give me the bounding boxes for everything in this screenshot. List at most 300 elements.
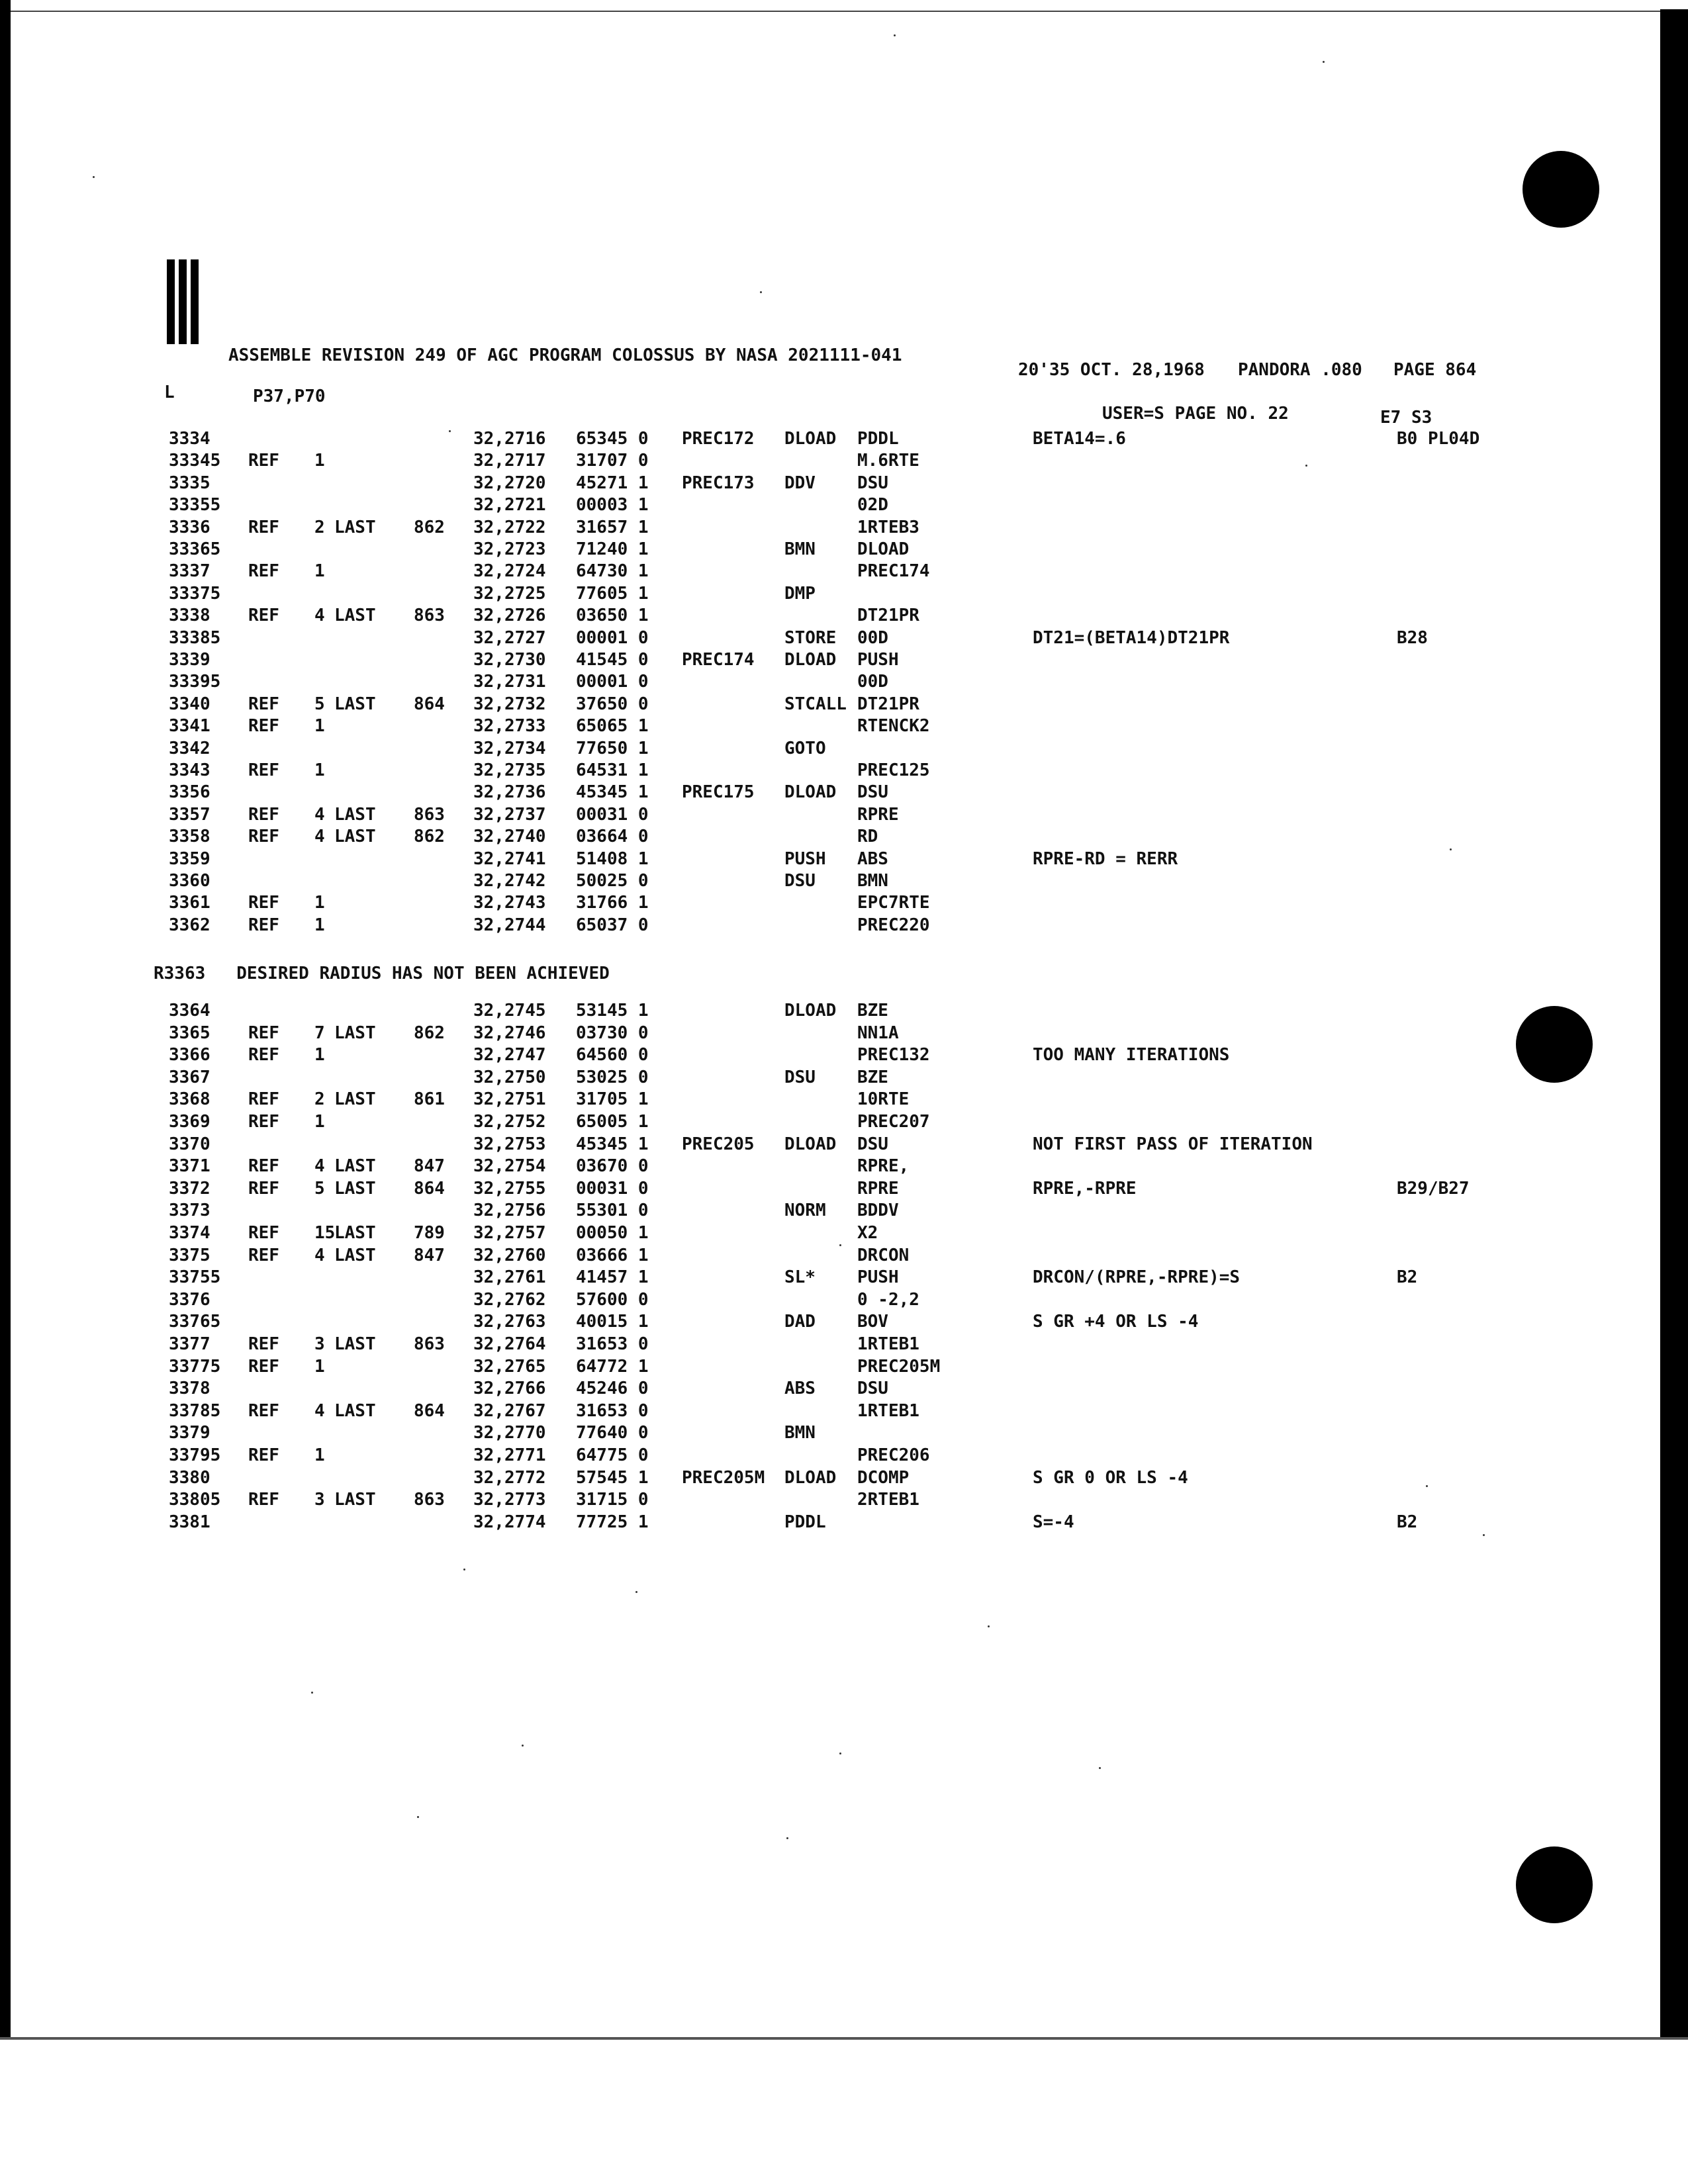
- listing-word-cell: 77650 1: [576, 738, 649, 758]
- listing-line-cell: 3376: [169, 1289, 211, 1310]
- listing-right-cell: B28: [1397, 627, 1428, 648]
- listing-addr-cell: 32,2734: [473, 738, 546, 758]
- listing-line-cell: 33755: [169, 1267, 221, 1288]
- listing-word-cell: 65037 0: [576, 915, 649, 935]
- listing-word-cell: 31657 1: [576, 517, 649, 537]
- listing-cnt-cell: 4: [314, 1245, 325, 1265]
- listing-ln-cell: 863: [414, 606, 445, 626]
- listing-cnt-cell: 1: [314, 1356, 325, 1377]
- listing-ref-cell: REF: [248, 1223, 279, 1243]
- listing-cnt-cell: 3: [314, 1334, 325, 1354]
- listing-word-cell: 57545 1: [576, 1467, 649, 1488]
- listing-addr-cell: 32,2753: [473, 1134, 546, 1154]
- listing-ln-cell: 862: [414, 1023, 445, 1043]
- listing-word-cell: 65345 0: [576, 429, 649, 449]
- listing-ln-cell: 789: [414, 1223, 445, 1243]
- listing-cnt-cell: 4: [314, 606, 325, 626]
- listing-addr-cell: 32,2732: [473, 694, 546, 714]
- listing-right-cell: B2: [1397, 1267, 1418, 1288]
- listing-line-cell: 3365: [169, 1023, 211, 1043]
- listing-op-cell: STCALL: [784, 694, 847, 714]
- listing-line-cell: 3341: [169, 716, 211, 737]
- listing-cnt-cell: 4: [314, 1156, 325, 1177]
- listing-addr-cell: 32,2737: [473, 804, 546, 825]
- listing-ref-cell: REF: [248, 893, 279, 913]
- listing-op-cell: NORM: [784, 1201, 826, 1221]
- listing-addr-cell: 32,2736: [473, 782, 546, 803]
- listing-comment-cell: BETA14=.6: [1033, 429, 1126, 449]
- listing-operand-cell: EPC7RTE: [857, 893, 930, 913]
- listing-word-cell: 03666 1: [576, 1245, 649, 1265]
- listing-line-cell: 33805: [169, 1490, 221, 1510]
- listing-cnt-cell: 2: [314, 517, 325, 537]
- listing-line-cell: 3357: [169, 804, 211, 825]
- listing-line-cell: 3335: [169, 473, 211, 493]
- listing-operand-cell: RPRE: [857, 804, 899, 825]
- listing-word-cell: 50025 0: [576, 871, 649, 891]
- listing-word-cell: 03730 0: [576, 1023, 649, 1043]
- listing-line-cell: 33385: [169, 627, 221, 648]
- listing-line-cell: 3360: [169, 871, 211, 891]
- listing-word-cell: 55301 0: [576, 1201, 649, 1221]
- listing-last-cell: LAST: [334, 606, 376, 626]
- listing-ln-cell: 862: [414, 827, 445, 847]
- listing-last-cell: LAST: [334, 1245, 376, 1265]
- listing-addr-cell: 32,2717: [473, 451, 546, 471]
- listing-operand-cell: PREC132: [857, 1045, 930, 1066]
- listing-op-cell: DAD: [784, 1312, 816, 1332]
- listing-word-cell: 64772 1: [576, 1356, 649, 1377]
- listing-addr-cell: 32,2760: [473, 1245, 546, 1265]
- scan-border-left: [0, 0, 11, 2038]
- punch-hole-top: [1523, 151, 1599, 228]
- listing-last-cell: LAST: [334, 1490, 376, 1510]
- listing-addr-cell: 32,2772: [473, 1467, 546, 1488]
- listing-line-cell: 33775: [169, 1356, 221, 1377]
- listing-cnt-cell: 1: [314, 1445, 325, 1465]
- listing-word-cell: 37650 0: [576, 694, 649, 714]
- listing-addr-cell: 32,2735: [473, 760, 546, 780]
- desired-radius-message: R3363 DESIRED RADIUS HAS NOT BEEN ACHIEVED: [154, 964, 610, 983]
- listing-addr-cell: 32,2724: [473, 561, 546, 582]
- listing-word-cell: 45246 0: [576, 1379, 649, 1399]
- listing-line-cell: 3377: [169, 1334, 211, 1354]
- listing-line-cell: 3340: [169, 694, 211, 714]
- listing-word-cell: 64560 0: [576, 1045, 649, 1066]
- listing-addr-cell: 32,2771: [473, 1445, 546, 1465]
- listing-ln-cell: 863: [414, 804, 445, 825]
- listing-word-cell: 03664 0: [576, 827, 649, 847]
- listing-line-cell: 3380: [169, 1467, 211, 1488]
- listing-line-cell: 33765: [169, 1312, 221, 1332]
- listing-addr-cell: 32,2727: [473, 627, 546, 648]
- listing-cnt-cell: 3: [314, 1490, 325, 1510]
- listing-word-cell: 03650 1: [576, 606, 649, 626]
- listing-line-cell: 33355: [169, 495, 221, 516]
- listing-last-cell: LAST: [334, 827, 376, 847]
- scan-border-bottom: [0, 2037, 1688, 2040]
- listing-cnt-cell: 1: [314, 561, 325, 582]
- listing-last-cell: LAST: [334, 694, 376, 714]
- listing-right-cell: B0 PL04D: [1397, 429, 1480, 449]
- listing-cnt-cell: 1: [314, 1112, 325, 1132]
- listing-addr-cell: 32,2747: [473, 1045, 546, 1066]
- listing-op-cell: SL*: [784, 1267, 816, 1288]
- listing-operand-cell: PREC174: [857, 561, 930, 582]
- listing-comment-cell: TOO MANY ITERATIONS: [1033, 1045, 1230, 1066]
- listing-addr-cell: 32,2774: [473, 1512, 546, 1532]
- listing-operand-cell: 00D: [857, 672, 888, 692]
- listing-word-cell: 77725 1: [576, 1512, 649, 1532]
- listing-addr-cell: 32,2754: [473, 1156, 546, 1177]
- listing-cnt-cell: 15: [314, 1223, 336, 1243]
- listing-ref-cell: REF: [248, 606, 279, 626]
- listing-operand-cell: 0 -2,2: [857, 1289, 919, 1310]
- listing-ref-cell: REF: [248, 1178, 279, 1199]
- listing-addr-cell: 32,2756: [473, 1201, 546, 1221]
- listing-addr-cell: 32,2752: [473, 1112, 546, 1132]
- listing-ref-cell: REF: [248, 1156, 279, 1177]
- listing-addr-cell: 32,2723: [473, 539, 546, 559]
- listing-date: 20'35 OCT. 28,1968: [1018, 360, 1205, 380]
- listing-cnt-cell: 1: [314, 760, 325, 780]
- listing-label-cell: PREC174: [682, 650, 755, 670]
- listing-operand-cell: RTENCK2: [857, 716, 930, 737]
- listing-ref-cell: REF: [248, 451, 279, 471]
- listing-addr-cell: 32,2764: [473, 1334, 546, 1354]
- listing-operand-cell: PREC220: [857, 915, 930, 935]
- listing-operand-cell: DSU: [857, 473, 888, 493]
- listing-comment-cell: NOT FIRST PASS OF ITERATION: [1033, 1134, 1313, 1154]
- listing-word-cell: 57600 0: [576, 1289, 649, 1310]
- listing-word-cell: 45345 1: [576, 1134, 649, 1154]
- listing-word-cell: 00003 1: [576, 495, 649, 516]
- listing-addr-cell: 32,2740: [473, 827, 546, 847]
- listing-operand-cell: NN1A: [857, 1023, 899, 1043]
- listing-operand-cell: 10RTE: [857, 1089, 910, 1110]
- listing-ln-cell: 863: [414, 1334, 445, 1354]
- listing-word-cell: 41457 1: [576, 1267, 649, 1288]
- listing-word-cell: 40015 1: [576, 1312, 649, 1332]
- listing-addr-cell: 32,2716: [473, 429, 546, 449]
- listing-word-cell: 64531 1: [576, 760, 649, 780]
- listing-addr-cell: 32,2751: [473, 1089, 546, 1110]
- listing-line-cell: 3367: [169, 1067, 211, 1087]
- listing-addr-cell: 32,2773: [473, 1490, 546, 1510]
- listing-comment-cell: DT21=(BETA14)DT21PR: [1033, 627, 1230, 648]
- listing-line-cell: 33365: [169, 539, 221, 559]
- listing-line-cell: 3378: [169, 1379, 211, 1399]
- listing-line-cell: 3370: [169, 1134, 211, 1154]
- listing-operand-cell: RD: [857, 827, 878, 847]
- listing-addr-cell: 32,2741: [473, 848, 546, 869]
- listing-word-cell: 53145 1: [576, 1001, 649, 1021]
- listing-op-cell: STORE: [784, 627, 837, 648]
- user-page-no: USER=S PAGE NO. 22: [1102, 404, 1289, 424]
- listing-ln-cell: 862: [414, 517, 445, 537]
- listing-line-cell: 3361: [169, 893, 211, 913]
- listing-op-cell: DSU: [784, 1067, 816, 1087]
- listing-line-cell: 3381: [169, 1512, 211, 1532]
- listing-addr-cell: 32,2766: [473, 1379, 546, 1399]
- listing-ref-cell: REF: [248, 1334, 279, 1354]
- listing-ref-cell: REF: [248, 1023, 279, 1043]
- listing-op-cell: BMN: [784, 1423, 816, 1443]
- listing-cnt-cell: 1: [314, 893, 325, 913]
- listing-word-cell: 31653 0: [576, 1334, 649, 1354]
- listing-line-cell: 3372: [169, 1178, 211, 1199]
- listing-line-cell: 3362: [169, 915, 211, 935]
- listing-op-cell: DLOAD: [784, 1134, 837, 1154]
- punch-hole-bottom: [1516, 1846, 1593, 1923]
- listing-line-cell: 33345: [169, 451, 221, 471]
- listing-operand-cell: DT21PR: [857, 694, 919, 714]
- l-mark: L: [164, 383, 175, 402]
- listing-ln-cell: 864: [414, 1400, 445, 1421]
- listing-last-cell: LAST: [334, 1223, 376, 1243]
- listing-op-cell: ABS: [784, 1379, 816, 1399]
- listing-ref-cell: REF: [248, 716, 279, 737]
- listing-label-cell: PREC172: [682, 429, 755, 449]
- listing-operand-cell: PDDL: [857, 429, 899, 449]
- listing-operand-cell: 00D: [857, 627, 888, 648]
- listing-op-cell: DLOAD: [784, 782, 837, 803]
- listing-label-cell: PREC175: [682, 782, 755, 803]
- listing-operand-cell: BZE: [857, 1067, 888, 1087]
- listing-word-cell: 00031 0: [576, 1178, 649, 1199]
- listing-comment-cell: RPRE,-RPRE: [1033, 1178, 1137, 1199]
- listing-line-cell: 33795: [169, 1445, 221, 1465]
- listing-operand-cell: M.6RTE: [857, 451, 919, 471]
- p-marks: P37,P70: [253, 387, 326, 406]
- listing-last-cell: LAST: [334, 1156, 376, 1177]
- listing-line-cell: 33785: [169, 1400, 221, 1421]
- listing-word-cell: 65065 1: [576, 716, 649, 737]
- listing-title: ASSEMBLE REVISION 249 OF AGC PROGRAM COLOSSUS BY NASA 2021111-041: [228, 345, 902, 365]
- listing-word-cell: 31705 1: [576, 1089, 649, 1110]
- listing-addr-cell: 32,2730: [473, 650, 546, 670]
- listing-cnt-cell: 5: [314, 694, 325, 714]
- listing-cnt-cell: 5: [314, 1178, 325, 1199]
- listing-word-cell: 65005 1: [576, 1112, 649, 1132]
- registration-mark: [167, 259, 209, 348]
- listing-addr-cell: 32,2762: [473, 1289, 546, 1310]
- listing-addr-cell: 32,2743: [473, 893, 546, 913]
- listing-op-cell: DLOAD: [784, 1467, 837, 1488]
- listing-line-cell: 3334: [169, 429, 211, 449]
- listing-operand-cell: BDDV: [857, 1201, 899, 1221]
- listing-page: PAGE 864: [1393, 360, 1477, 380]
- listing-word-cell: 31707 0: [576, 451, 649, 471]
- listing-addr-cell: 32,2761: [473, 1267, 546, 1288]
- listing-ref-cell: REF: [248, 1089, 279, 1110]
- listing-op-cell: PUSH: [784, 848, 826, 869]
- listing-word-cell: 00050 1: [576, 1223, 649, 1243]
- e-marks: E7 S3: [1380, 408, 1432, 428]
- listing-word-cell: 41545 0: [576, 650, 649, 670]
- listing-operand-cell: X2: [857, 1223, 878, 1243]
- listing-op-cell: GOTO: [784, 738, 826, 758]
- listing-operand-cell: 2RTEB1: [857, 1490, 919, 1510]
- listing-word-cell: 45271 1: [576, 473, 649, 493]
- listing-line-cell: 3358: [169, 827, 211, 847]
- listing-addr-cell: 32,2745: [473, 1001, 546, 1021]
- listing-word-cell: 03670 0: [576, 1156, 649, 1177]
- listing-operand-cell: BOV: [857, 1312, 888, 1332]
- listing-ln-cell: 861: [414, 1089, 445, 1110]
- listing-operand-cell: BZE: [857, 1001, 888, 1021]
- listing-addr-cell: 32,2742: [473, 871, 546, 891]
- listing-ln-cell: 864: [414, 694, 445, 714]
- listing-ref-cell: REF: [248, 694, 279, 714]
- listing-ln-cell: 863: [414, 1490, 445, 1510]
- listing-addr-cell: 32,2721: [473, 495, 546, 516]
- listing-cnt-cell: 1: [314, 1045, 325, 1066]
- listing-line-cell: 3359: [169, 848, 211, 869]
- listing-ref-cell: REF: [248, 561, 279, 582]
- listing-addr-cell: 32,2733: [473, 716, 546, 737]
- listing-word-cell: 00001 0: [576, 627, 649, 648]
- listing-operand-cell: RPRE: [857, 1178, 899, 1199]
- listing-ref-cell: REF: [248, 827, 279, 847]
- punch-hole-middle: [1516, 1006, 1593, 1083]
- listing-last-cell: LAST: [334, 804, 376, 825]
- listing-cnt-cell: 2: [314, 1089, 325, 1110]
- listing-line-cell: 3338: [169, 606, 211, 626]
- listing-label-cell: PREC205: [682, 1134, 755, 1154]
- listing-word-cell: 00001 0: [576, 672, 649, 692]
- listing-ref-cell: REF: [248, 1356, 279, 1377]
- listing-word-cell: 31653 0: [576, 1400, 649, 1421]
- listing-addr-cell: 32,2725: [473, 583, 546, 604]
- listing-right-cell: B2: [1397, 1512, 1418, 1532]
- listing-ref-cell: REF: [248, 1245, 279, 1265]
- listing-line-cell: 3342: [169, 738, 211, 758]
- listing-line-cell: 3375: [169, 1245, 211, 1265]
- listing-addr-cell: 32,2726: [473, 606, 546, 626]
- listing-operand-cell: DRCON: [857, 1245, 910, 1265]
- listing-line-cell: 3374: [169, 1223, 211, 1243]
- listing-line-cell: 3356: [169, 782, 211, 803]
- listing-ref-cell: REF: [248, 804, 279, 825]
- listing-ref-cell: REF: [248, 517, 279, 537]
- listing-operand-cell: 1RTEB1: [857, 1334, 919, 1354]
- listing-cnt-cell: 1: [314, 915, 325, 935]
- listing-line-cell: 3379: [169, 1423, 211, 1443]
- scan-border-right: [1660, 9, 1688, 2038]
- listing-addr-cell: 32,2722: [473, 517, 546, 537]
- listing-word-cell: 53025 0: [576, 1067, 649, 1087]
- listing-op-cell: PDDL: [784, 1512, 826, 1532]
- listing-operand-cell: 02D: [857, 495, 888, 516]
- listing-ref-cell: REF: [248, 1445, 279, 1465]
- listing-line-cell: 3364: [169, 1001, 211, 1021]
- listing-comment-cell: DRCON/(RPRE,-RPRE)=S: [1033, 1267, 1241, 1288]
- listing-word-cell: 00031 0: [576, 804, 649, 825]
- listing-last-cell: LAST: [334, 1023, 376, 1043]
- listing-op-cell: DMP: [784, 583, 816, 604]
- listing-line-cell: 3366: [169, 1045, 211, 1066]
- listing-operand-cell: PREC206: [857, 1445, 930, 1465]
- listing-last-cell: LAST: [334, 1089, 376, 1110]
- listing-cnt-cell: 4: [314, 1400, 325, 1421]
- listing-operand-cell: DSU: [857, 782, 888, 803]
- listing-operand-cell: DT21PR: [857, 606, 919, 626]
- listing-cnt-cell: 4: [314, 804, 325, 825]
- listing-addr-cell: 32,2750: [473, 1067, 546, 1087]
- listing-line-cell: 3369: [169, 1112, 211, 1132]
- listing-word-cell: 31766 1: [576, 893, 649, 913]
- listing-label-cell: PREC205M: [682, 1467, 765, 1488]
- listing-addr-cell: 32,2744: [473, 915, 546, 935]
- listing-addr-cell: 32,2720: [473, 473, 546, 493]
- listing-op-cell: DLOAD: [784, 1001, 837, 1021]
- listing-word-cell: 31715 0: [576, 1490, 649, 1510]
- scan-border-top: [11, 11, 1660, 12]
- listing-operand-cell: PREC207: [857, 1112, 930, 1132]
- listing-operand-cell: DSU: [857, 1134, 888, 1154]
- listing-operand-cell: ABS: [857, 848, 888, 869]
- listing-ref-cell: REF: [248, 1490, 279, 1510]
- listing-addr-cell: 32,2746: [473, 1023, 546, 1043]
- listing-ln-cell: 864: [414, 1178, 445, 1199]
- listing-op-cell: DLOAD: [784, 429, 837, 449]
- listing-operand-cell: BMN: [857, 871, 888, 891]
- listing-last-cell: LAST: [334, 1400, 376, 1421]
- listing-ln-cell: 847: [414, 1156, 445, 1177]
- listing-addr-cell: 32,2767: [473, 1400, 546, 1421]
- listing-last-cell: LAST: [334, 517, 376, 537]
- listing-last-cell: LAST: [334, 1178, 376, 1199]
- listing-ref-cell: REF: [248, 1400, 279, 1421]
- listing-operand-cell: DCOMP: [857, 1467, 910, 1488]
- listing-comment-cell: S=-4: [1033, 1512, 1074, 1532]
- listing-comment-cell: S GR +4 OR LS -4: [1033, 1312, 1199, 1332]
- listing-word-cell: 64730 1: [576, 561, 649, 582]
- listing-addr-cell: 32,2731: [473, 672, 546, 692]
- listing-cnt-cell: 7: [314, 1023, 325, 1043]
- listing-cnt-cell: 1: [314, 451, 325, 471]
- listing-operand-cell: PREC125: [857, 760, 930, 780]
- listing-op-cell: DSU: [784, 871, 816, 891]
- listing-op-cell: DDV: [784, 473, 816, 493]
- listing-word-cell: 71240 1: [576, 539, 649, 559]
- listing-line-cell: 3337: [169, 561, 211, 582]
- listing-operand-cell: RPRE,: [857, 1156, 910, 1177]
- listing-addr-cell: 32,2763: [473, 1312, 546, 1332]
- listing-word-cell: 45345 1: [576, 782, 649, 803]
- listing-ln-cell: 847: [414, 1245, 445, 1265]
- listing-cnt-cell: 1: [314, 716, 325, 737]
- listing-operand-cell: 1RTEB3: [857, 517, 919, 537]
- listing-addr-cell: 32,2765: [473, 1356, 546, 1377]
- listing-operand-cell: PUSH: [857, 650, 899, 670]
- listing-line-cell: 3336: [169, 517, 211, 537]
- listing-addr-cell: 32,2757: [473, 1223, 546, 1243]
- listing-word-cell: 77605 1: [576, 583, 649, 604]
- listing-ref-cell: REF: [248, 760, 279, 780]
- listing-operand-cell: 1RTEB1: [857, 1400, 919, 1421]
- listing-line-cell: 3343: [169, 760, 211, 780]
- listing-operand-cell: PUSH: [857, 1267, 899, 1288]
- listing-ref-cell: REF: [248, 915, 279, 935]
- listing-operand-cell: DLOAD: [857, 539, 910, 559]
- listing-line-cell: 33395: [169, 672, 221, 692]
- listing-line-cell: 3368: [169, 1089, 211, 1110]
- listing-line-cell: 3371: [169, 1156, 211, 1177]
- listing-ref-cell: REF: [248, 1112, 279, 1132]
- listing-operand-cell: PREC205M: [857, 1356, 941, 1377]
